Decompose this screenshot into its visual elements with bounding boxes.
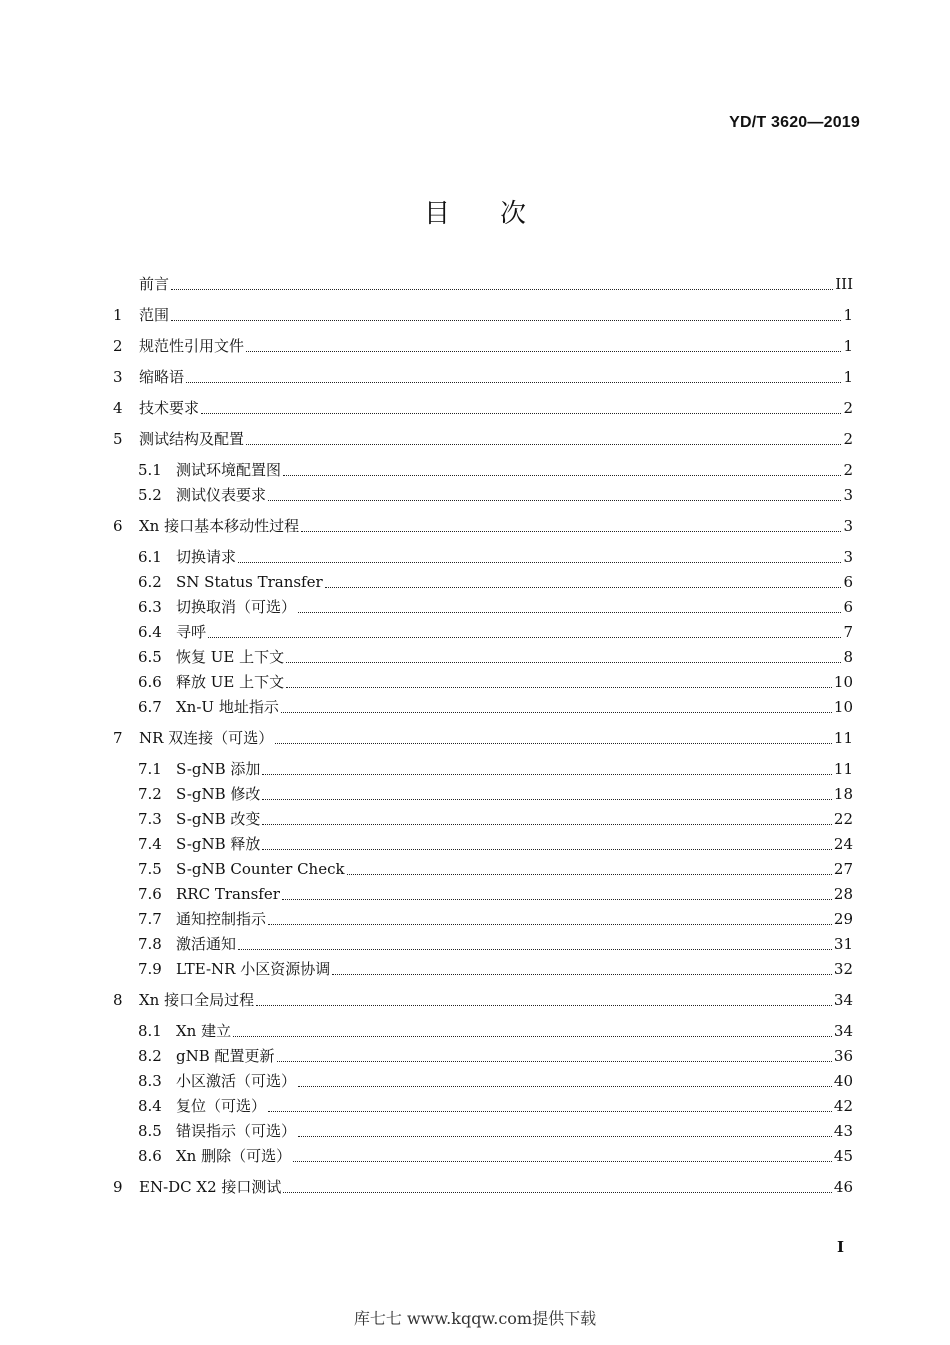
dot-leader xyxy=(201,412,841,414)
toc-entry-page: 22 xyxy=(833,810,853,828)
toc-entry-label: 释放 UE 上下文 xyxy=(176,673,285,691)
toc-entry-label: 错误指示（可选） xyxy=(176,1122,297,1140)
toc-entry-number: 6.1 xyxy=(138,548,162,566)
toc-entry[interactable] xyxy=(113,1175,853,1199)
toc-entry[interactable] xyxy=(113,272,853,296)
toc-entry[interactable] xyxy=(138,1019,853,1043)
toc-entry[interactable] xyxy=(138,620,853,644)
dot-leader xyxy=(298,611,841,613)
toc-entry-page: 8 xyxy=(843,648,853,666)
toc-entry-label: Xn 接口全局过程 xyxy=(139,991,255,1009)
toc-entry-page: 42 xyxy=(833,1097,853,1115)
toc-entry-page: 1 xyxy=(843,368,853,386)
toc-entry-label: 激活通知 xyxy=(176,935,237,953)
toc-entry-label: RRC Transfer xyxy=(176,885,280,903)
toc-entry-page: 28 xyxy=(833,885,853,903)
toc-entry-number: 5.1 xyxy=(138,461,162,479)
toc-entry-page: III xyxy=(835,275,853,293)
toc-entry-page: 1 xyxy=(843,306,853,324)
toc-entry-label: Xn 建立 xyxy=(176,1022,232,1040)
toc-entry[interactable] xyxy=(113,988,853,1012)
toc-entry[interactable] xyxy=(138,957,853,981)
page-folio: I xyxy=(836,1238,844,1256)
standard-code: YD/T 3620—2019 xyxy=(729,114,860,131)
toc-entry[interactable] xyxy=(138,1094,853,1118)
toc-entry-page: 11 xyxy=(833,760,853,778)
toc-entry-page: 2 xyxy=(843,399,853,417)
dot-leader xyxy=(268,1110,832,1112)
dot-leader xyxy=(298,1135,832,1137)
toc-entry-label: S-gNB 释放 xyxy=(176,835,261,853)
toc-entry-number: 7.1 xyxy=(138,760,162,778)
dot-leader xyxy=(262,823,831,825)
toc-entry[interactable] xyxy=(113,396,853,420)
toc-entry[interactable] xyxy=(138,882,853,906)
toc-entry-number: 8.2 xyxy=(138,1047,162,1065)
dot-leader xyxy=(301,530,841,532)
dot-leader xyxy=(246,443,841,445)
dot-leader xyxy=(283,474,841,476)
dot-leader xyxy=(332,973,832,975)
toc-entry-number: 7.5 xyxy=(138,860,162,878)
dot-leader xyxy=(286,686,832,688)
toc-entry-page: 34 xyxy=(833,1022,853,1040)
toc-entry[interactable] xyxy=(138,782,853,806)
toc-entry-label: Xn 接口基本移动性过程 xyxy=(139,517,300,535)
toc-entry-number: 2 xyxy=(113,337,123,355)
toc-entry-label: SN Status Transfer xyxy=(176,573,323,591)
toc-entry-label: NR 双连接（可选） xyxy=(139,729,274,747)
dot-leader xyxy=(256,1004,832,1006)
toc-entry[interactable] xyxy=(138,570,853,594)
toc-entry-label: S-gNB 改变 xyxy=(176,810,261,828)
toc-entry[interactable] xyxy=(113,303,853,327)
toc-entry-label: 测试仪表要求 xyxy=(176,486,267,504)
dot-leader xyxy=(293,1160,832,1162)
toc-entry-page: 18 xyxy=(833,785,853,803)
toc-entry-page: 36 xyxy=(833,1047,853,1065)
toc-entry-label: 规范性引用文件 xyxy=(139,337,245,355)
dot-leader xyxy=(246,350,841,352)
toc-entry-page: 1 xyxy=(843,337,853,355)
dot-leader xyxy=(325,586,842,588)
toc-entry[interactable] xyxy=(138,695,853,719)
toc-entry-number: 7.8 xyxy=(138,935,162,953)
toc-entry-number: 6.6 xyxy=(138,673,162,691)
toc-entry-number: 8.3 xyxy=(138,1072,162,1090)
toc-entry-page: 46 xyxy=(833,1178,853,1196)
toc-entry[interactable] xyxy=(113,726,853,750)
toc-entry[interactable] xyxy=(113,514,853,538)
toc-entry-number: 6.4 xyxy=(138,623,162,641)
toc-entry-label: 恢复 UE 上下文 xyxy=(176,648,285,666)
toc-entry-number: 7.6 xyxy=(138,885,162,903)
toc-entry-label: LTE-NR 小区资源协调 xyxy=(176,960,331,978)
dot-leader xyxy=(281,711,832,713)
dot-leader xyxy=(238,561,841,563)
watermark-text: 库七七 www.kqqw.com提供下载 xyxy=(353,1309,597,1328)
toc-entry[interactable] xyxy=(138,807,853,831)
toc-entry-label: 测试结构及配置 xyxy=(139,430,245,448)
dot-leader xyxy=(268,923,832,925)
toc-entry-number: 1 xyxy=(113,306,123,324)
toc-entry-page: 29 xyxy=(833,910,853,928)
toc-entry-label: 小区激活（可选） xyxy=(176,1072,297,1090)
toc-entry-number: 6.7 xyxy=(138,698,162,716)
toc-entry-label: 寻呼 xyxy=(176,623,207,641)
toc-entry-label: gNB 配置更新 xyxy=(176,1047,275,1065)
dot-leader xyxy=(298,1085,832,1087)
toc-entry-label: S-gNB 添加 xyxy=(176,760,261,778)
dot-leader xyxy=(171,288,833,290)
dot-leader xyxy=(233,1035,832,1037)
toc-entry-number: 9 xyxy=(113,1178,123,1196)
toc-entry-page: 2 xyxy=(843,461,853,479)
toc-entry[interactable] xyxy=(138,1144,853,1168)
dot-leader xyxy=(262,848,831,850)
toc-entry-number: 7 xyxy=(113,729,123,747)
toc-entry-number: 8 xyxy=(113,991,123,1009)
toc-entry[interactable] xyxy=(113,365,853,389)
toc-entry-page: 11 xyxy=(833,729,853,747)
toc-entry[interactable] xyxy=(138,1069,853,1093)
toc-entry-number: 8.1 xyxy=(138,1022,162,1040)
toc-entry-label: 技术要求 xyxy=(139,399,200,417)
toc-entry[interactable] xyxy=(138,757,853,781)
dot-leader xyxy=(262,798,831,800)
toc-entry-page: 3 xyxy=(843,486,853,504)
toc-entry-page: 31 xyxy=(833,935,853,953)
toc-entry-page: 6 xyxy=(843,598,853,616)
dot-leader xyxy=(268,499,841,501)
toc-entry[interactable] xyxy=(113,334,853,358)
toc-entry-label: 复位（可选） xyxy=(176,1097,267,1115)
toc-entry-number: 8.6 xyxy=(138,1147,162,1165)
toc-entry[interactable] xyxy=(138,832,853,856)
toc-entry-label: EN-DC X2 接口测试 xyxy=(139,1178,282,1196)
toc-entry-number: 5 xyxy=(113,430,123,448)
toc-entry[interactable] xyxy=(138,645,853,669)
toc-entry-page: 10 xyxy=(833,698,853,716)
dot-leader xyxy=(347,873,832,875)
toc-entry-page: 34 xyxy=(833,991,853,1009)
toc-entry-number: 7.9 xyxy=(138,960,162,978)
toc-entry-page: 32 xyxy=(833,960,853,978)
toc-entry-label: Xn 删除（可选） xyxy=(176,1147,292,1165)
toc-entry[interactable] xyxy=(138,1044,853,1068)
toc-entry[interactable] xyxy=(138,932,853,956)
toc-entry-label: 测试环境配置图 xyxy=(176,461,282,479)
toc-entry-label: S-gNB 修改 xyxy=(176,785,261,803)
dot-leader xyxy=(238,948,832,950)
toc-entry-number: 4 xyxy=(113,399,123,417)
toc-entry-label: 切换请求 xyxy=(176,548,237,566)
dot-leader xyxy=(171,319,841,321)
toc-entry-label: 切换取消（可选） xyxy=(176,598,297,616)
toc-entry-label: 通知控制指示 xyxy=(176,910,267,928)
toc-entry[interactable] xyxy=(138,857,853,881)
page-title: 目次 xyxy=(423,199,576,229)
toc-entry[interactable] xyxy=(138,483,853,507)
toc-entry-page: 43 xyxy=(833,1122,853,1140)
toc-entry-number: 6.5 xyxy=(138,648,162,666)
toc-entry[interactable] xyxy=(138,907,853,931)
toc-entry[interactable] xyxy=(138,458,853,482)
toc-entry-label: Xn-U 地址指示 xyxy=(176,698,279,716)
toc-entry[interactable] xyxy=(138,1119,853,1143)
dot-leader xyxy=(283,1191,832,1193)
toc-entry-page: 45 xyxy=(833,1147,853,1165)
toc-entry-number: 7.4 xyxy=(138,835,162,853)
toc-entry-page: 3 xyxy=(843,548,853,566)
toc-entry[interactable] xyxy=(113,427,853,451)
toc-entry-label: S-gNB Counter Check xyxy=(176,860,345,878)
toc-entry-label: 范围 xyxy=(139,306,170,324)
toc-entry-number: 7.3 xyxy=(138,810,162,828)
dot-leader xyxy=(262,773,831,775)
toc-entry[interactable] xyxy=(138,595,853,619)
toc-entry-number: 6.2 xyxy=(138,573,162,591)
toc-entry-number: 6 xyxy=(113,517,123,535)
toc-entry-page: 2 xyxy=(843,430,853,448)
dot-leader xyxy=(186,381,841,383)
toc-entry-page: 10 xyxy=(833,673,853,691)
toc-entry-label: 缩略语 xyxy=(139,368,185,386)
toc-entry-number: 8.5 xyxy=(138,1122,162,1140)
toc-entry-number: 6.3 xyxy=(138,598,162,616)
toc-entry-page: 6 xyxy=(843,573,853,591)
toc-entry-page: 3 xyxy=(843,517,853,535)
toc-entry-label: 前言 xyxy=(139,275,170,293)
toc-entry-number: 5.2 xyxy=(138,486,162,504)
toc-entry-number: 7.7 xyxy=(138,910,162,928)
toc-entry-page: 40 xyxy=(833,1072,853,1090)
dot-leader xyxy=(286,661,841,663)
toc-entry-number: 7.2 xyxy=(138,785,162,803)
dot-leader xyxy=(282,898,832,900)
toc-entry[interactable] xyxy=(138,545,853,569)
toc-entry-number: 3 xyxy=(113,368,123,386)
toc-entry[interactable] xyxy=(138,670,853,694)
toc-entry-page: 7 xyxy=(843,623,853,641)
dot-leader xyxy=(277,1060,832,1062)
dot-leader xyxy=(275,742,832,744)
toc-entry-page: 24 xyxy=(833,835,853,853)
toc-entry-number: 8.4 xyxy=(138,1097,162,1115)
toc-entry-page: 27 xyxy=(833,860,853,878)
dot-leader xyxy=(208,636,841,638)
